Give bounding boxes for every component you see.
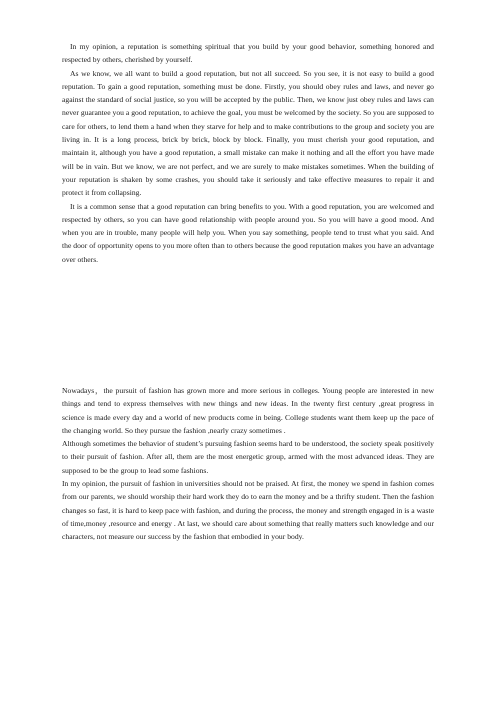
essay-reputation [62,40,434,266]
paragraph: Although sometimes the behavior of student’s pursuing fashion seems hard to be understood, the society speak positively to their pursuit of fashion. After all, them are the most energetic group, armed with the most advanced ideas. They are supposed to be the group to lead some fashions. [62,439,434,475]
essay-fashion [62,384,434,544]
paragraph: In my opinion, a reputation is something spiritual that you build by your good behavior, something honored and respected by others, cherished by yourself. [62,42,434,65]
paragraph: As we know, we all want to build a good reputation, but not all succeed. So you see, it is not easy to build a good reputation. To gain a good reputation, something must be done. Firstly, you should obey rules and laws, and never go against the standard of social justice, so you will be accepted by the public. Then, we know just obey rules and laws can never guarantee you a good reputation, to achieve the goal, you must be welcomed by the society. So you are supposed to care for others, to lend them a hand when they starve for help and to make contributions to the group and society you are living in. It is a long process, brick by brick, block by block. Finally, you must cherish your good reputation, and maintain it, although you have a good reputation, a small mistake can make it nothing and all the effort you have made will be in vain. But we know, we are not perfect, and we are surely to make mistakes sometimes. When the building of your reputation is shaken by some crashes, you should take it seriously and take effective measures to repair it and protect it from collapsing. [62,68,434,198]
paragraph: It is a common sense that a good reputation can bring benefits to you. With a good reputation, you are welcomed and respected by others, so you can have good relationship with people around you. So you will have a good mood. And when you are in trouble, many people will help you. When you say something, people tend to trust what you said. And the door of opportunity opens to you more often than to others because the good reputation makes you have an advantage over others. [62,201,434,264]
paragraph: Nowadays，the pursuit of fashion has grown more and more serious in colleges. Young people are interested in new things and tend to express themselves with new things and new ideas. In the twenty first century ,great progress in science is made every day and a world of new products come in being. College students want them keep up the pace of the changing world. So they pursue the fashion ,nearly crazy sometimes . [62,386,434,435]
paragraph: In my opinion, the pursuit of fashion in universities should not be praised. At first, the money we spend in fashion comes from our parents, we should worship their hard work they do to earn the money and be a thrifty student. Then the fashion changes so fast, it is hard to keep pace with fashion, and during the process, the money and strength engaged in is a waste of time,money ,resource and energy . At last, we should care about something that really matters such knowledge and our characters, not measure our success by the fashion that embodied in your body. [62,479,434,542]
